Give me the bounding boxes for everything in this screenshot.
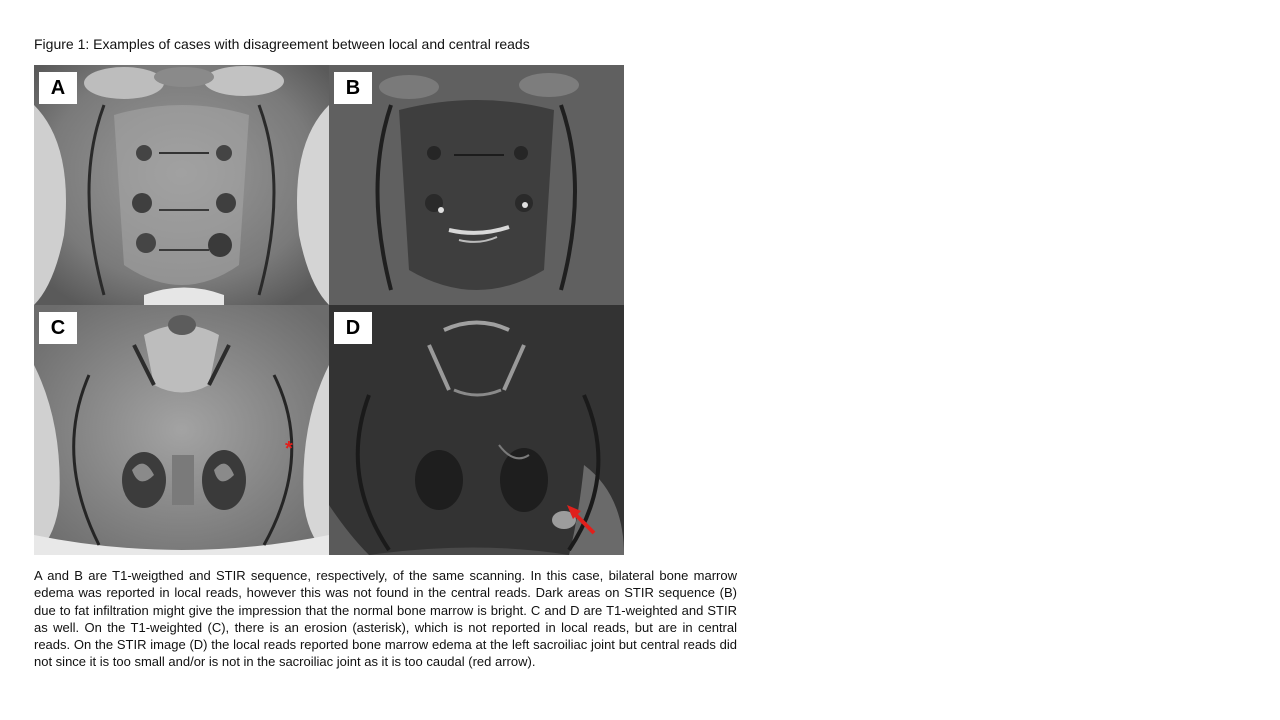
panel-b — [329, 65, 624, 305]
panel-a — [34, 65, 329, 305]
erosion-asterisk: * — [285, 438, 293, 460]
figure-title: Figure 1: Examples of cases with disagreement between local and central reads — [34, 36, 530, 52]
panel-label-b: B — [334, 72, 372, 104]
panel-b-image — [329, 65, 624, 305]
panel-label-a: A — [39, 72, 77, 104]
figure-caption: A and B are T1-weigthed and STIR sequence, respectively, of the same scanning. In this case, bilateral bone marrow edema was reported in local reads, however this was not found in the central reads. Dark areas on STIR sequence (B) due to fat infiltration might give the impression that the normal bone marrow is bright. C and D are T1-weighted and STIR as well. On the T1-weighted (C), there is an erosion (asterisk), which is not reported in local reads, but are in central reads. On the STIR image (D) the local reads reported bone marrow edema at the left sacroiliac joint but central reads did not since it is too small and/or is not in the sacroiliac joint as it is too caudal (red arrow). — [34, 568, 737, 670]
mri-figure — [34, 65, 624, 555]
panel-d — [329, 305, 624, 555]
panel-c — [34, 305, 329, 555]
panel-d-image — [329, 305, 624, 555]
panel-label-c: C — [39, 312, 77, 344]
panel-label-d: D — [334, 312, 372, 344]
panel-c-image — [34, 305, 329, 555]
panel-a-image — [34, 65, 329, 305]
